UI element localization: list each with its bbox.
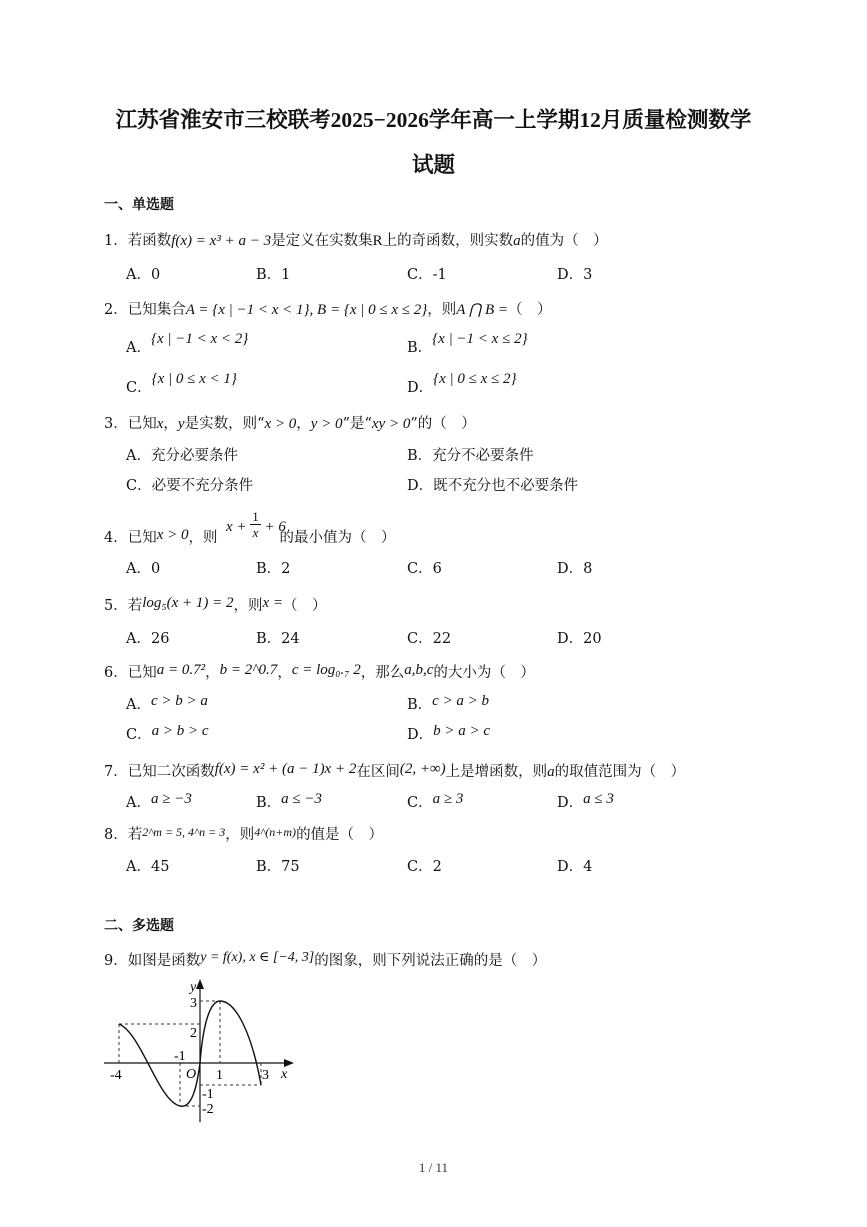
option-c: C．2 [407,859,442,875]
tick-label: -4 [110,1068,122,1083]
tick-label: 3 [190,996,197,1011]
section-heading-multi-choice: 二、多选题 [104,918,174,934]
option-a: A．45 [126,859,170,875]
page-number: 1 / 11 [418,1160,449,1175]
origin-label: O [186,1067,197,1082]
y-axis-arrow [196,979,204,989]
option-d: D．b > a > c [407,723,491,743]
page-title-line-1: 江苏省淮安市三校联考2025−2026学年高一上学期12月质量检测数学 [115,108,752,132]
question-number: 4． [104,530,128,546]
option-b: B．75 [256,859,300,875]
y-axis-label: y [190,980,197,995]
option-b: B．24 [256,631,300,647]
option-b: B．a ≤ −3 [256,791,323,811]
page-title-line-2: 试题 [411,153,455,177]
question-1: 1．若函数f(x) = x³ + a − 3是定义在实数集R上的奇函数，则实数a的值为（ ） [104,233,608,249]
option-c: C．22 [407,631,452,647]
question-number: 6． [104,665,128,681]
question-number: 2． [104,302,128,318]
fraction-expression: x + $\frac{1}{x}$ + 6 [226,509,286,540]
option-a: A．{x | −1 < x < 2} [126,331,249,356]
option-a: A．a ≥ −3 [126,791,192,811]
option-b: B．c > a > b [407,693,490,713]
tick-label: -1 [174,1049,186,1064]
question-number: 8． [104,827,128,843]
question-5: 5．若log₅(x + 1) = 2，则x =（ ） [104,595,327,614]
option-b: B．充分不必要条件 [407,448,534,464]
option-c: C．6 [407,561,442,577]
option-c: C．{x | 0 ≤ x < 1} [126,371,237,396]
option-b: B．2 [256,561,291,577]
question-number: 5． [104,598,128,614]
math-expression: A = {x | −1 < x < 1}, B = {x | 0 ≤ x ≤ 2} [185,302,428,318]
option-d: D．既不充分也不必要条件 [407,478,579,494]
question-number: 1． [104,233,128,249]
function-graph [100,976,300,1126]
question-9: 9．如图是函数y = f(x), x ∈ [−4, 3]的图象，则下列说法正确的是（ ） [104,950,547,969]
option-d: D．8 [557,561,593,577]
question-4: 4．已知x > 0，则 的最小值为（ ） [104,527,396,546]
option-a: A．0 [126,561,161,577]
tick-label: -2 [202,1102,214,1117]
question-number: 3． [104,416,128,432]
option-d: D．a ≤ 3 [557,791,614,811]
option-a: A．充分必要条件 [126,448,238,464]
question-7: 7．已知二次函数f(x) = x² + (a − 1)x + 2在区间(2, +∞)上是增函数，则a的取值范围为（ ） [104,761,686,780]
tick-label: 3 [262,1068,269,1083]
option-a: A．c > b > a [126,693,208,713]
question-number: 9． [104,953,128,969]
option-c: C．必要不充分条件 [126,478,254,494]
question-number: 7． [104,764,128,780]
question-8: 8．若$^{2\^{}m = 5, 4\^{}n = 3}$，则$^{4\^{}(n+m)}$的值是（ ） [104,825,384,843]
x-axis-arrow [284,1059,294,1067]
option-d: D．{x | 0 ≤ x ≤ 2} [407,371,517,396]
option-c: C．a > b > c [126,723,209,743]
option-c: C．a ≥ 3 [407,791,464,811]
option-a: A．26 [126,631,170,647]
option-c: C．-1 [407,267,447,283]
function-curve [119,1001,261,1106]
x-axis-label: x [281,1067,288,1082]
option-d: D．20 [557,631,602,647]
section-heading-single-choice: 一、单选题 [104,197,174,213]
question-6: 6．已知a = 0.7²，b = 2^0.7，c = log₀.₇ 2，那么a,b,c的大小为（ ） [104,662,535,681]
option-d: D．3 [557,267,593,283]
fraction: $\frac{1}{x}$ [252,509,259,540]
question-2: 2．已知集合A = {x | −1 < x < 1}, B = {x | 0 ≤ x ≤ 2}，则A ⋂ B =（ ） [104,302,552,318]
option-d: D．4 [557,859,593,875]
option-b: B．{x | −1 < x ≤ 2} [407,331,528,356]
tick-label: -1 [202,1087,214,1102]
tick-label: 1 [216,1068,223,1083]
option-b: B．1 [256,267,291,283]
question-3: 3．已知x，y是实数，则“x > 0，y > 0”是“xy > 0”的（ ） [104,416,476,432]
option-a: A．0 [126,267,161,283]
tick-label: 2 [190,1026,197,1041]
math-expression: f(x) = x³ + a − 3 [171,233,272,249]
